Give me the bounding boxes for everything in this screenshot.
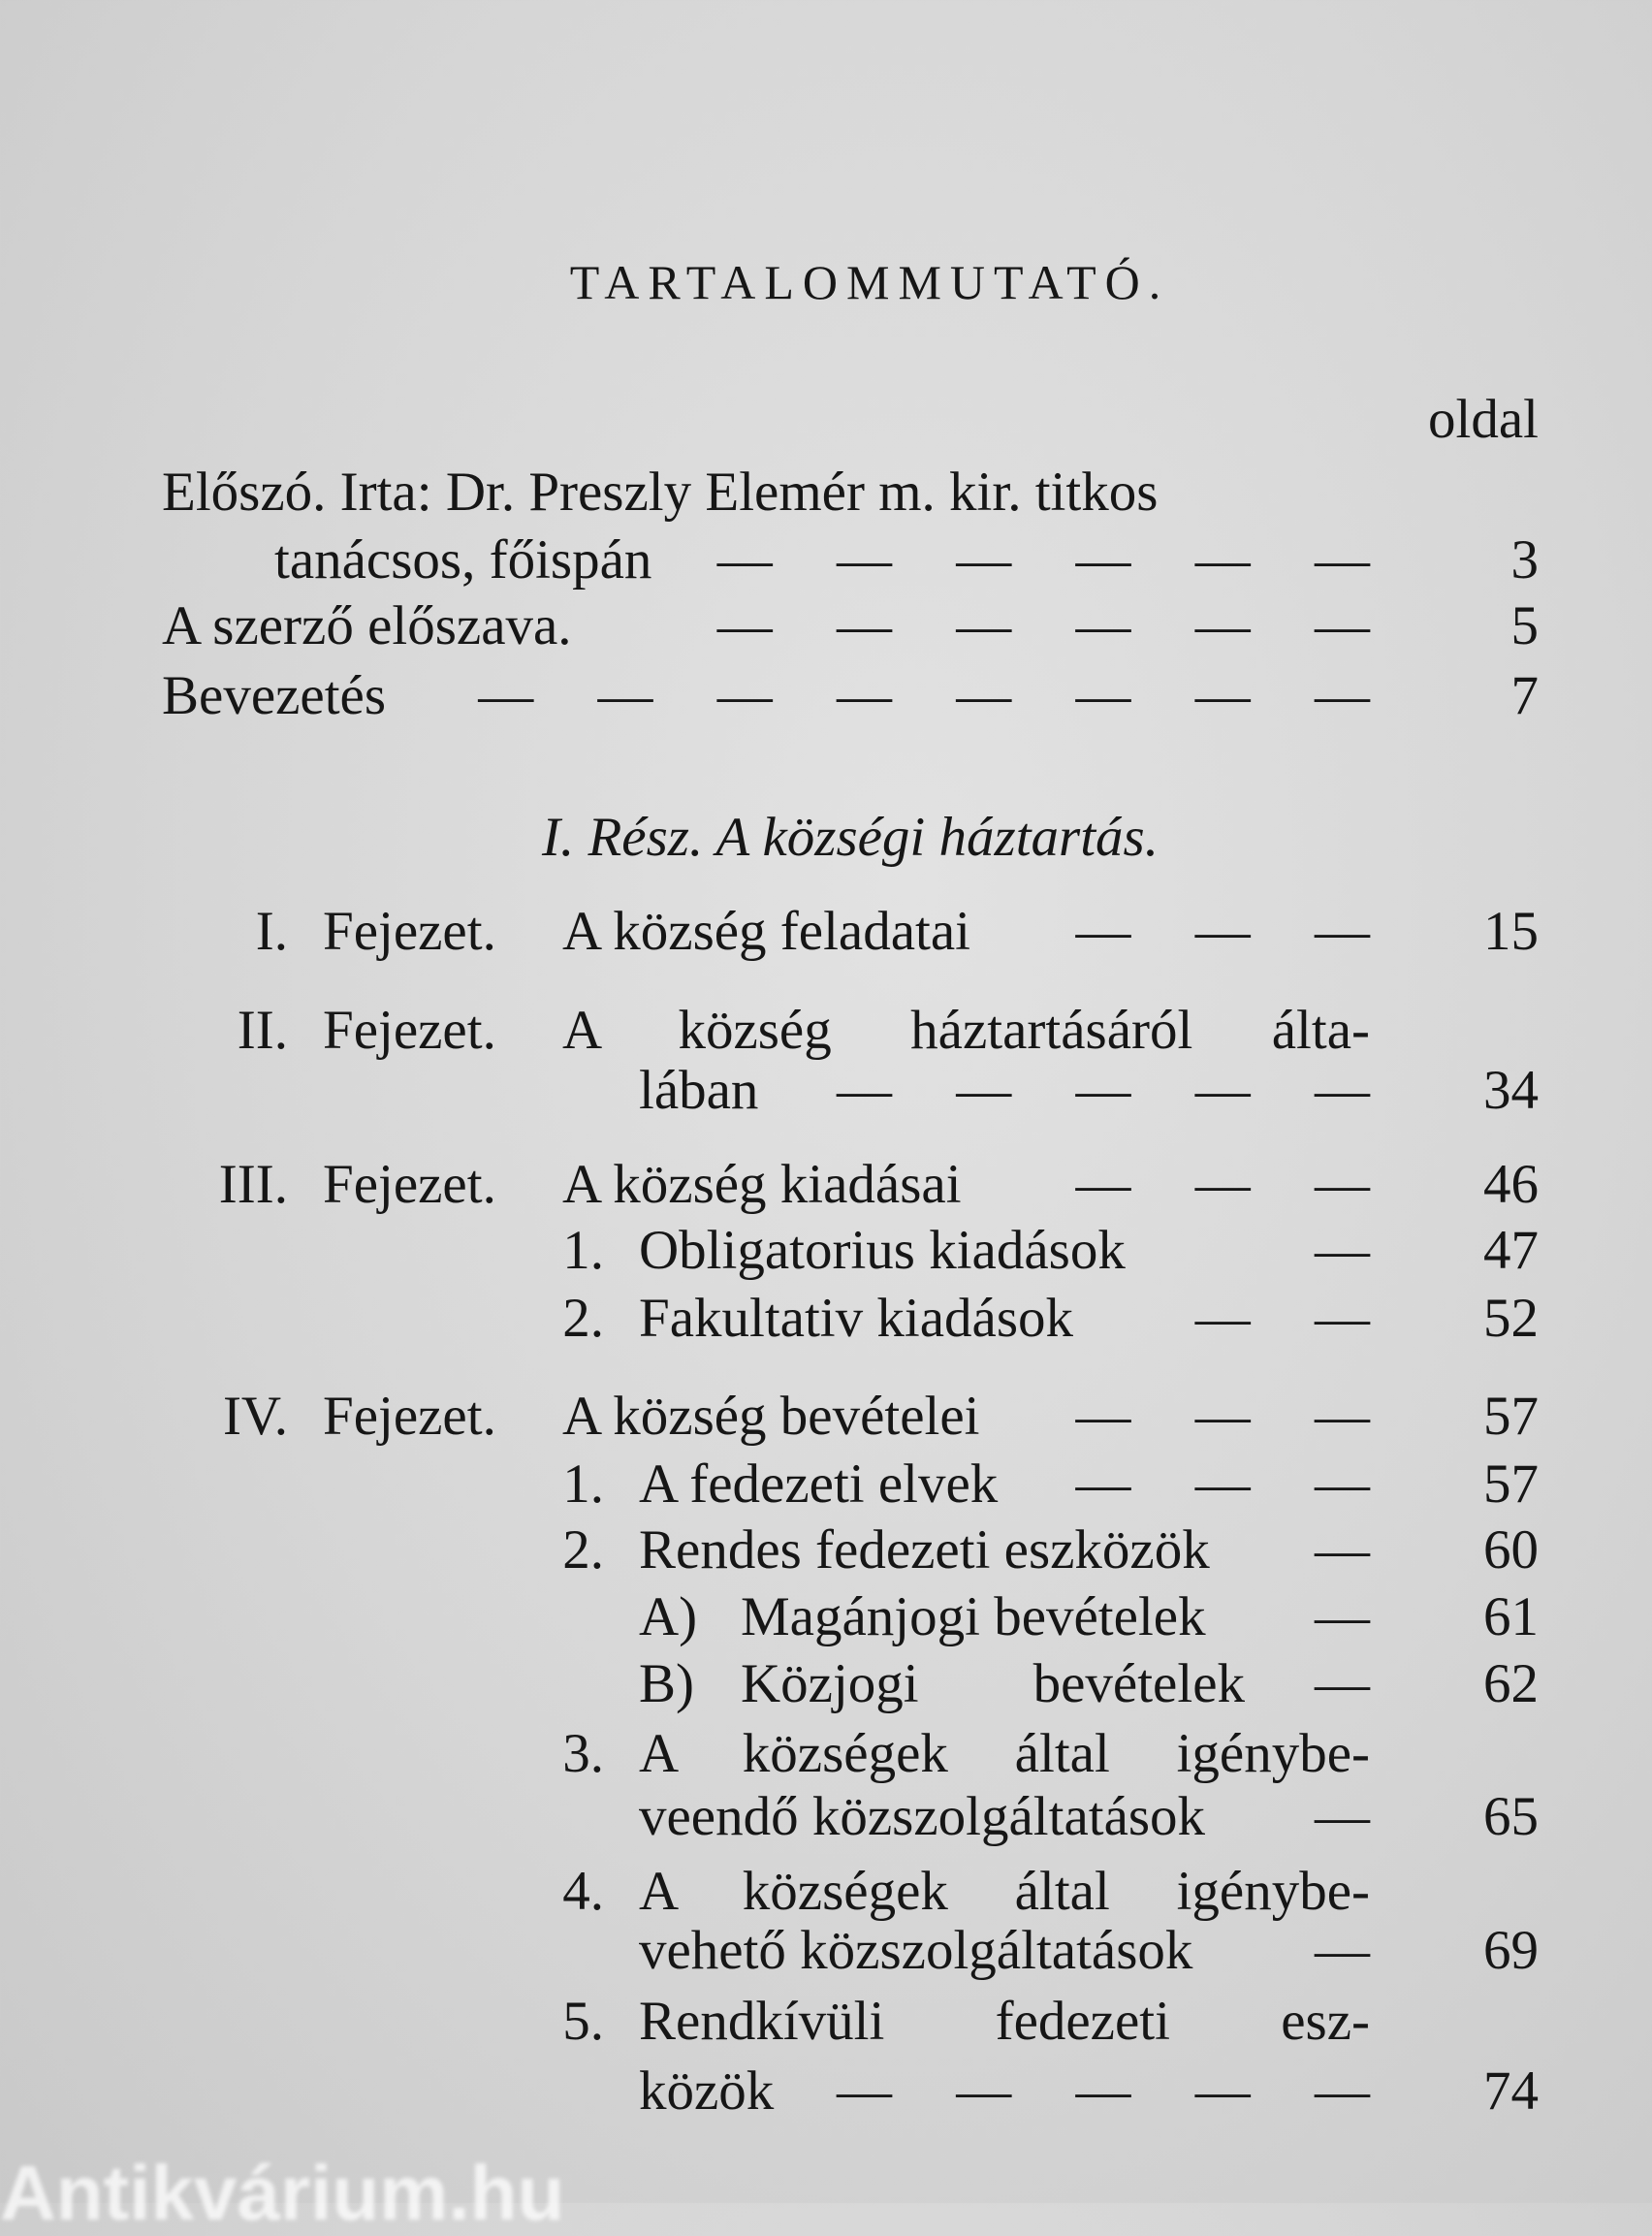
leader: — — — — — — xyxy=(716,529,1370,591)
toc-entry-foreword: Előszó. Irta: Dr. Preszly Elemér m. kir. titkos xyxy=(162,462,1159,523)
page-number: 3 xyxy=(1510,529,1539,591)
toc-entry-author-preface: A szerző előszava. xyxy=(162,595,572,656)
section-title: Rendkívüli fedezeti esz- xyxy=(639,1991,1370,2052)
section-number: 1. xyxy=(562,1453,604,1515)
chapter-word: Fejezet. xyxy=(323,1154,496,1215)
toc-entry-introduction: Bevezetés xyxy=(162,665,387,726)
section-title: Obligatorius kiadások xyxy=(639,1220,1126,1281)
section-title: A községek által igénybe- xyxy=(639,1861,1370,1922)
leader: — xyxy=(1315,1586,1370,1647)
section-number: 3. xyxy=(562,1723,604,1784)
page-number: 65 xyxy=(1483,1786,1539,1847)
page-title: TARTALOMMUTATÓ. xyxy=(569,255,1170,309)
leader: — — — xyxy=(1075,1154,1370,1215)
section-number: 1. xyxy=(562,1220,604,1281)
leader: — — xyxy=(1194,1288,1370,1349)
page-number: 57 xyxy=(1483,1386,1539,1447)
page-number: 47 xyxy=(1483,1220,1539,1281)
section-title: A fedezeti elvek xyxy=(639,1453,999,1515)
section-title-cont: vehető közszolgáltatások xyxy=(639,1920,1193,1981)
page-number: 57 xyxy=(1483,1453,1539,1515)
chapter-number: II. xyxy=(237,1000,288,1061)
section-title-cont: közök xyxy=(639,2060,775,2122)
watermark: Antikvárium.hu xyxy=(0,2150,565,2236)
chapter-title: A község háztartásáról álta- xyxy=(562,1000,1370,1061)
subsection-letter: B) xyxy=(639,1653,694,1714)
leader: — — — — — — — — xyxy=(478,665,1370,726)
chapter-word: Fejezet. xyxy=(323,1386,496,1447)
chapter-word: Fejezet. xyxy=(323,1000,496,1061)
page-number: 69 xyxy=(1483,1920,1539,1981)
leader: — — — — — — xyxy=(716,595,1370,656)
chapter-number: IV. xyxy=(222,1386,288,1447)
subsection-title: Közjogi bevételek xyxy=(741,1653,1245,1714)
leader: — — — xyxy=(1075,1453,1370,1515)
page-number: 74 xyxy=(1483,2060,1539,2122)
section-title: Fakultativ kiadások xyxy=(639,1288,1074,1349)
part-heading: I. Rész. A községi háztartás. xyxy=(542,807,1159,868)
page-number: 60 xyxy=(1483,1519,1539,1581)
leader: — xyxy=(1315,1220,1370,1281)
page-number: 62 xyxy=(1483,1653,1539,1714)
leader: — — — — — xyxy=(837,1060,1370,1121)
leader: — — — xyxy=(1075,901,1370,962)
chapter-number: III. xyxy=(218,1154,288,1215)
leader: — xyxy=(1315,1920,1370,1981)
chapter-number: I. xyxy=(255,901,288,962)
page-number: 5 xyxy=(1510,595,1539,656)
chapter-word: Fejezet. xyxy=(323,901,496,962)
leader: — xyxy=(1315,1786,1370,1847)
leader: — — — xyxy=(1075,1386,1370,1447)
toc-entry-foreword-cont: tanácsos, főispán xyxy=(274,529,652,591)
page-number: 15 xyxy=(1483,901,1539,962)
page-number: 52 xyxy=(1483,1288,1539,1349)
section-number: 4. xyxy=(562,1861,604,1922)
section-number: 2. xyxy=(562,1519,604,1581)
subsection-letter: A) xyxy=(639,1586,698,1647)
page-column-label: oldal xyxy=(1428,389,1539,450)
section-title: Rendes fedezeti eszközök xyxy=(639,1519,1210,1581)
leader: — xyxy=(1315,1653,1370,1714)
leader: — — — — — xyxy=(837,2060,1370,2122)
section-title-cont: veendő közszolgáltatások xyxy=(639,1786,1206,1847)
subsection-title: Magánjogi bevételek xyxy=(741,1586,1206,1647)
chapter-title: A község feladatai xyxy=(562,901,970,962)
section-number: 5. xyxy=(562,1991,604,2052)
page-number: 7 xyxy=(1510,665,1539,726)
leader: — xyxy=(1315,1519,1370,1581)
chapter-title: A község bevételei xyxy=(562,1386,980,1447)
chapter-title: A község kiadásai xyxy=(562,1154,962,1215)
page-number: 34 xyxy=(1483,1060,1539,1121)
page-number: 46 xyxy=(1483,1154,1539,1215)
chapter-title-cont: lában xyxy=(639,1060,759,1121)
section-number: 2. xyxy=(562,1288,604,1349)
page-number: 61 xyxy=(1483,1586,1539,1647)
section-title: A községek által igénybe- xyxy=(639,1723,1370,1784)
